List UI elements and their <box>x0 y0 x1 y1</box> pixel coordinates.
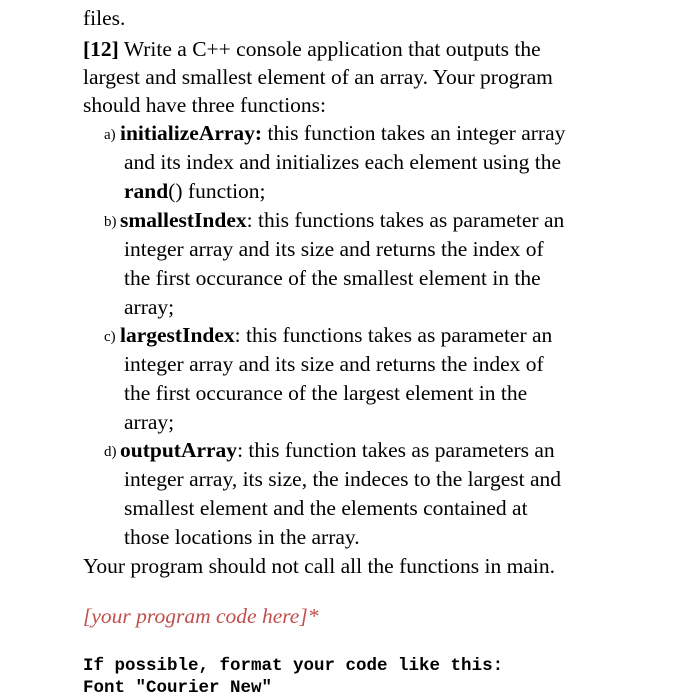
item-d-marker: d) <box>104 444 117 460</box>
item-d-line-2: integer array, its size, the indeces to the largest and <box>124 467 562 491</box>
item-a-line-3 <box>124 177 266 205</box>
cut-off-text-remnant <box>240 0 540 6</box>
item-b-function-name: smallestIndex <box>120 208 247 232</box>
item-d-function-name: outputArray <box>120 438 238 462</box>
item-c-function-name: largestIndex <box>120 323 235 347</box>
item-b-line-2: integer array and its size and returns the index of <box>124 237 544 261</box>
item-c-marker: c) <box>104 329 116 345</box>
item-a-function-name: initializeArray: <box>120 121 263 145</box>
item-c-line-1-text: : this functions takes as parameter an <box>234 323 553 347</box>
item-d-line-1 <box>120 436 555 464</box>
item-b-line-1 <box>120 206 564 234</box>
item-c-line-2: integer array and its size and returns the index of <box>124 352 544 376</box>
item-a-line-1-text: this function takes an integer array <box>262 121 566 145</box>
item-a-marker: a) <box>104 127 116 143</box>
item-c-line-3: the first occurance of the largest element in the <box>124 381 528 405</box>
item-d-line-1-text: : this function takes as parameters an <box>237 438 555 462</box>
item-c-line-4: array; <box>124 410 175 434</box>
item-b-line-3: the first occurance of the smallest element in the <box>124 266 541 290</box>
item-d-line-3: smallest element and the elements contained at <box>124 496 528 520</box>
item-b-line-4: array; <box>124 295 175 319</box>
code-placeholder: [your program code here]* <box>83 604 319 628</box>
item-b-marker: b) <box>104 214 117 230</box>
closing-sentence: Your program should not call all the functions in main. <box>83 554 555 578</box>
item-c-line-1 <box>120 321 552 349</box>
item-d-line-4: those locations in the array. <box>124 525 360 549</box>
question-number: [12] <box>83 37 119 61</box>
question-intro-line-3: should have three functions: <box>83 93 327 117</box>
item-a-line-1 <box>120 119 565 147</box>
item-b-line-1-text: : this functions takes as parameter an <box>246 208 565 232</box>
question-intro-text-1: Write a C++ console application that outputs the <box>118 37 541 61</box>
item-a-rand-name: rand <box>124 179 169 203</box>
item-a-line-2: and its index and initializes each element using the <box>124 150 562 174</box>
question-intro-line-2: largest and smallest element of an array. Your program <box>83 65 553 89</box>
previous-line-text: files. <box>83 6 126 30</box>
code-font-note: Font "Courier New" <box>83 678 273 698</box>
question-intro-line-1 <box>83 35 541 63</box>
code-format-note: If possible, format your code like this: <box>83 656 504 676</box>
item-a-line-3-text: () function; <box>168 179 266 203</box>
